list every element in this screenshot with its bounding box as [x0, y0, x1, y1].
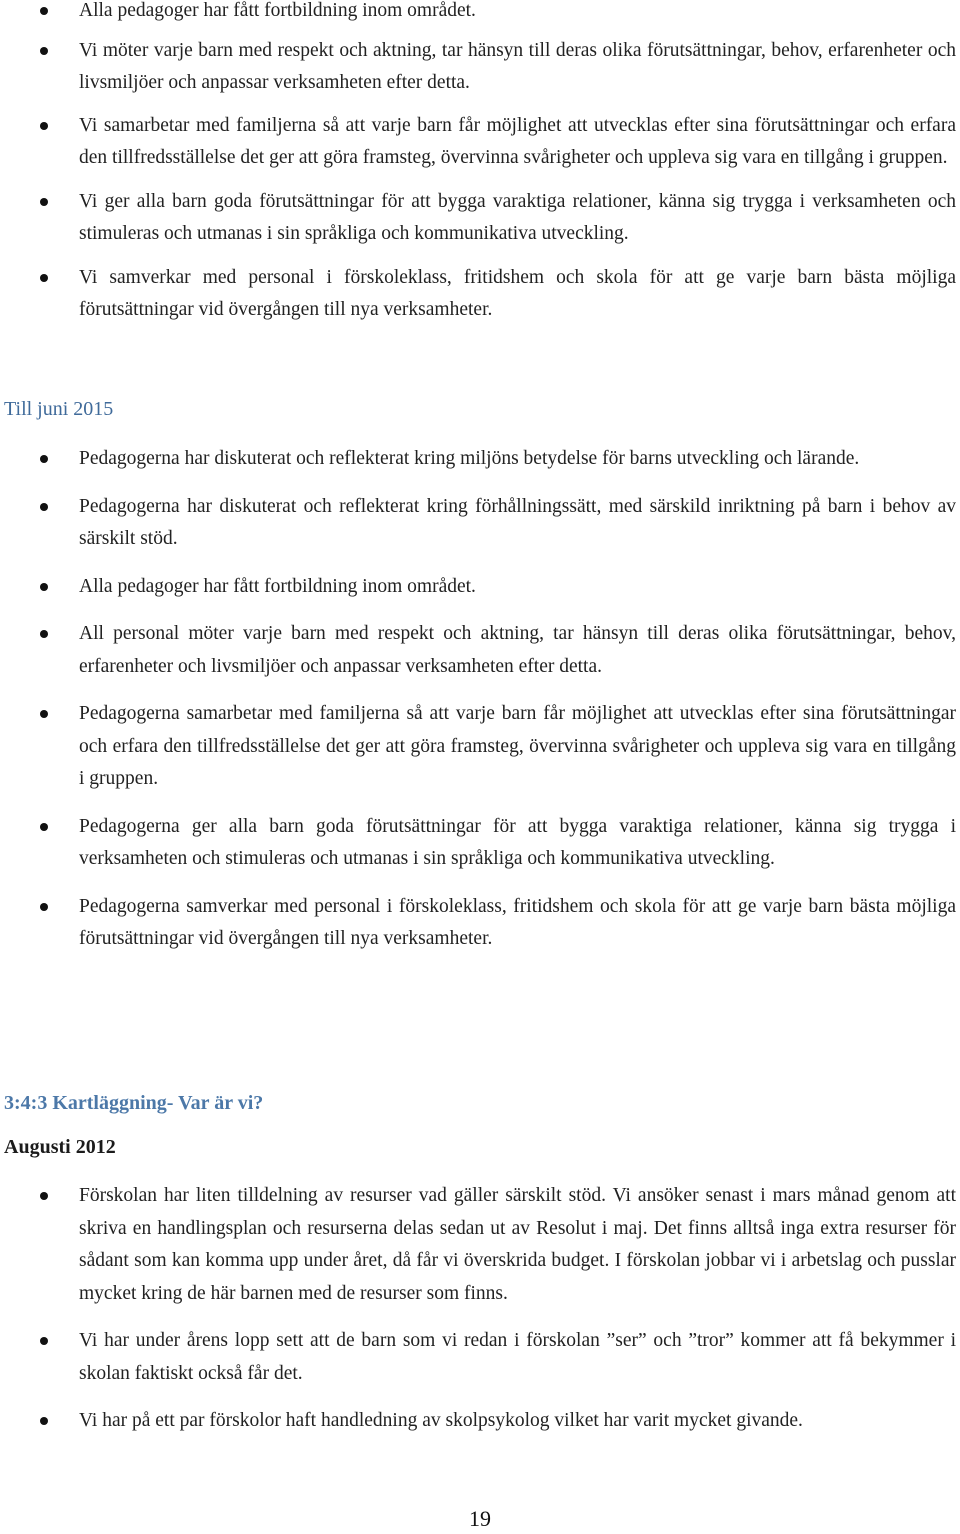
- list-item-text: Pedagogerna har diskuterat och reflekterat kring miljöns betydelse för barns utveckling och lärande.: [79, 448, 860, 469]
- page-number: 19: [469, 1506, 491, 1531]
- bullet-icon: [40, 583, 48, 591]
- bullet-icon: [40, 47, 48, 55]
- list-item: [0, 1405, 960, 1438]
- list-item-text: Pedagogerna ger alla barn goda förutsättningar för att bygga varaktiga relationer, känna sig trygga i verksamheten och stimuleras och utmanas i sin språkliga och kommunikativa utveckling.: [79, 815, 956, 869]
- list-item-text: Vi samverkar med personal i förskoleklass, fritidshem och skola för att ge varje barn bästa möjliga förutsättningar vid övergången till nya verksamheter.: [79, 266, 956, 320]
- bullet-icon: [40, 1192, 48, 1200]
- bullet-icon: [40, 274, 48, 282]
- bullet-icon: [40, 455, 48, 463]
- list-item: [0, 262, 960, 327]
- list-item: [0, 0, 960, 28]
- list-item: [0, 1180, 960, 1310]
- till-juni-heading: Till juni 2015: [4, 398, 114, 420]
- till-juni-bullet-list: [0, 443, 960, 956]
- bullet-icon: [40, 122, 48, 130]
- list-item: [0, 35, 960, 100]
- list-item-text: Vi samarbetar med familjerna så att varje barn får möjlighet att utvecklas efter sina förutsättningar och erfara den tillfredsställelse det ger att göra framsteg, övervinna svårigheter och uppleva sig vara en tillgång i gruppen.: [79, 114, 956, 168]
- bullet-icon: [40, 503, 48, 511]
- list-item-text: Vi möter varje barn med respekt och aktning, tar hänsyn till deras olika förutsättningar, behov, erfarenheter och livsmiljöer och anpassar verksamheten efter detta.: [79, 39, 956, 93]
- section-bullet-list: [0, 1180, 960, 1438]
- list-item-text: Förskolan har liten tilldelning av resurser vad gäller särskilt stöd. Vi ansöker senast i mars månad genom att skriva en handlingsplan och resurserna delas sedan ut av Resolut i maj. Det finns alltså inga extra resurser för sådant som kan komma upp under året, då får vi överskrida budget. I förskolan jobbar vi i arbetslag och pusslar mycket kring de här barnen med de resurser som finns.: [79, 1185, 956, 1304]
- list-item-text: Vi ger alla barn goda förutsättningar för att bygga varaktiga relationer, känna sig trygga i verksamheten och stimuleras och utmanas i sin språkliga och kommunikativa utveckling.: [79, 190, 956, 244]
- list-item-text: Vi har på ett par förskolor haft handledning av skolpsykolog vilket har varit mycket givande.: [79, 1410, 803, 1431]
- list-item: [0, 618, 960, 683]
- bullet-icon: [40, 1337, 48, 1345]
- list-item-text: Pedagogerna har diskuterat och reflekterat kring förhållningssätt, med särskild inriktning på barn i behov av särskilt stöd.: [79, 495, 956, 549]
- bullet-icon: [40, 630, 48, 638]
- list-item-text: Alla pedagoger har fått fortbildning inom området.: [79, 0, 476, 21]
- bullet-icon: [40, 710, 48, 718]
- list-item-text: Vi har under årens lopp sett att de barn som vi redan i förskolan ”ser” och ”tror” kommer att få bekymmer i skolan faktiskt också får det.: [79, 1330, 956, 1384]
- list-item: [0, 698, 960, 796]
- list-item: [0, 443, 960, 476]
- bullet-icon: [40, 7, 48, 15]
- list-item-text: Pedagogerna samarbetar med familjerna så att varje barn får möjlighet att utvecklas efter sina förutsättningar och erfara den tillfredsställelse det ger att göra framsteg, övervinna svårigheter och uppleva sig vara en tillgång i gruppen.: [79, 703, 956, 789]
- list-item: [0, 1325, 960, 1390]
- list-item: [0, 491, 960, 556]
- list-item: [0, 571, 960, 604]
- list-item-text: Alla pedagoger har fått fortbildning inom området.: [79, 575, 476, 597]
- list-item-text: Pedagogerna samverkar med personal i förskoleklass, fritidshem och skola för att ge varje barn bästa möjliga förutsättningar vid övergången till nya verksamheter.: [79, 895, 956, 949]
- bullet-icon: [40, 903, 48, 911]
- section-heading: 3:4:3 Kartläggning- Var är vi?: [4, 1092, 264, 1114]
- bullet-icon: [40, 823, 48, 831]
- bullet-icon: [40, 198, 48, 206]
- list-item-text: All personal möter varje barn med respekt och aktning, tar hänsyn till deras olika förutsättningar, behov, erfarenheter och livsmiljöer och anpassar verksamheten efter detta.: [79, 623, 956, 677]
- list-item: [0, 891, 960, 956]
- top-bullet-list: [0, 0, 960, 327]
- list-item: [0, 186, 960, 251]
- list-item: [0, 811, 960, 876]
- bullet-icon: [40, 1417, 48, 1425]
- section-subheading: Augusti 2012: [4, 1136, 116, 1158]
- list-item: [0, 110, 960, 175]
